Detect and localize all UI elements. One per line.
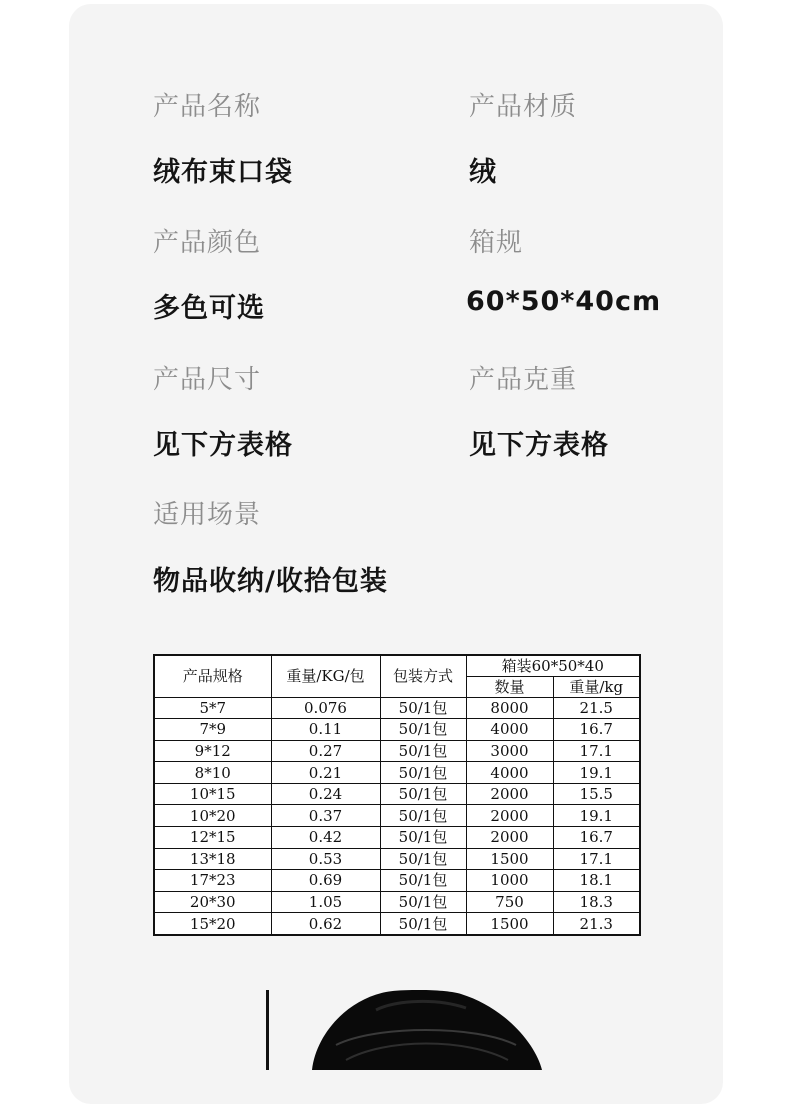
cell-quantity: 1500 [466,848,553,870]
cell-carton-weight: 17.1 [553,848,640,870]
cell-carton-weight: 19.1 [553,805,640,827]
cell-quantity: 8000 [466,697,553,719]
cell-quantity: 1000 [466,870,553,892]
product-size-value: 见下方表格 [153,430,293,461]
product-color-value: 多色可选 [153,293,265,324]
usage-scene-label: 适用场景 [153,500,262,530]
cell-packing: 50/1包 [380,805,466,827]
cell-weight: 0.42 [271,826,380,848]
product-material-label: 产品材质 [469,92,578,122]
header-carton-weight: 重量/kg [553,676,640,697]
table-row [154,740,640,762]
header-packing: 包装方式 [380,655,466,697]
cell-spec: 8*10 [154,762,271,784]
cell-carton-weight: 15.5 [553,783,640,805]
cell-packing: 50/1包 [380,719,466,741]
cell-weight: 0.53 [271,848,380,870]
table-row [154,762,640,784]
cell-carton-weight: 21.3 [553,913,640,935]
cell-spec: 10*20 [154,805,271,827]
product-weight-value: 见下方表格 [469,430,609,461]
header-carton: 箱装60*50*40 [466,655,640,676]
cell-weight: 0.21 [271,762,380,784]
cell-quantity: 2000 [466,783,553,805]
carton-size-value: 60*50*40cm [466,286,662,317]
table-row [154,719,640,741]
cell-spec: 17*23 [154,870,271,892]
cell-spec: 10*15 [154,783,271,805]
cell-carton-weight: 17.1 [553,740,640,762]
cell-packing: 50/1包 [380,783,466,805]
cell-spec: 9*12 [154,740,271,762]
cell-spec: 7*9 [154,719,271,741]
cell-packing: 50/1包 [380,762,466,784]
cell-packing: 50/1包 [380,848,466,870]
cell-spec: 15*20 [154,913,271,935]
product-photo [266,990,646,1070]
cell-spec: 12*15 [154,826,271,848]
header-spec: 产品规格 [154,655,271,697]
cell-packing: 50/1包 [380,870,466,892]
cell-carton-weight: 18.3 [553,891,640,913]
cell-carton-weight: 18.1 [553,870,640,892]
divider-line [266,990,269,1070]
table-row [154,870,640,892]
velvet-drawstring-bag-image [266,990,646,1070]
cell-weight: 0.62 [271,913,380,935]
product-size-label: 产品尺寸 [153,365,262,395]
header-quantity: 数量 [466,676,553,697]
carton-size-label: 箱规 [469,228,524,258]
cell-weight: 1.05 [271,891,380,913]
cell-carton-weight: 16.7 [553,719,640,741]
cell-spec: 5*7 [154,697,271,719]
cell-quantity: 2000 [466,826,553,848]
cell-carton-weight: 19.1 [553,762,640,784]
cell-quantity: 4000 [466,762,553,784]
table-row [154,826,640,848]
cell-packing: 50/1包 [380,891,466,913]
header-weight: 重量/KG/包 [271,655,380,697]
cell-spec: 20*30 [154,891,271,913]
cell-carton-weight: 21.5 [553,697,640,719]
spec-table [153,654,641,936]
cell-weight: 0.27 [271,740,380,762]
product-name-value: 绒布束口袋 [153,157,293,188]
cell-packing: 50/1包 [380,913,466,935]
table-row [154,697,640,719]
cell-weight: 0.69 [271,870,380,892]
cell-weight: 0.076 [271,697,380,719]
table-row [154,783,640,805]
cell-weight: 0.37 [271,805,380,827]
product-color-label: 产品颜色 [153,228,262,258]
cell-weight: 0.11 [271,719,380,741]
table-row [154,805,640,827]
usage-scene-value: 物品收纳/收拾包装 [153,566,388,597]
cell-quantity: 750 [466,891,553,913]
table-row [154,848,640,870]
table-row [154,891,640,913]
cell-quantity: 4000 [466,719,553,741]
cell-packing: 50/1包 [380,697,466,719]
product-name-label: 产品名称 [153,92,262,122]
cell-carton-weight: 16.7 [553,826,640,848]
cell-spec: 13*18 [154,848,271,870]
cell-weight: 0.24 [271,783,380,805]
cell-packing: 50/1包 [380,826,466,848]
table-row [154,913,640,935]
product-material-value: 绒 [469,157,497,188]
product-weight-label: 产品克重 [469,365,578,395]
cell-quantity: 3000 [466,740,553,762]
cell-quantity: 2000 [466,805,553,827]
cell-packing: 50/1包 [380,740,466,762]
cell-quantity: 1500 [466,913,553,935]
